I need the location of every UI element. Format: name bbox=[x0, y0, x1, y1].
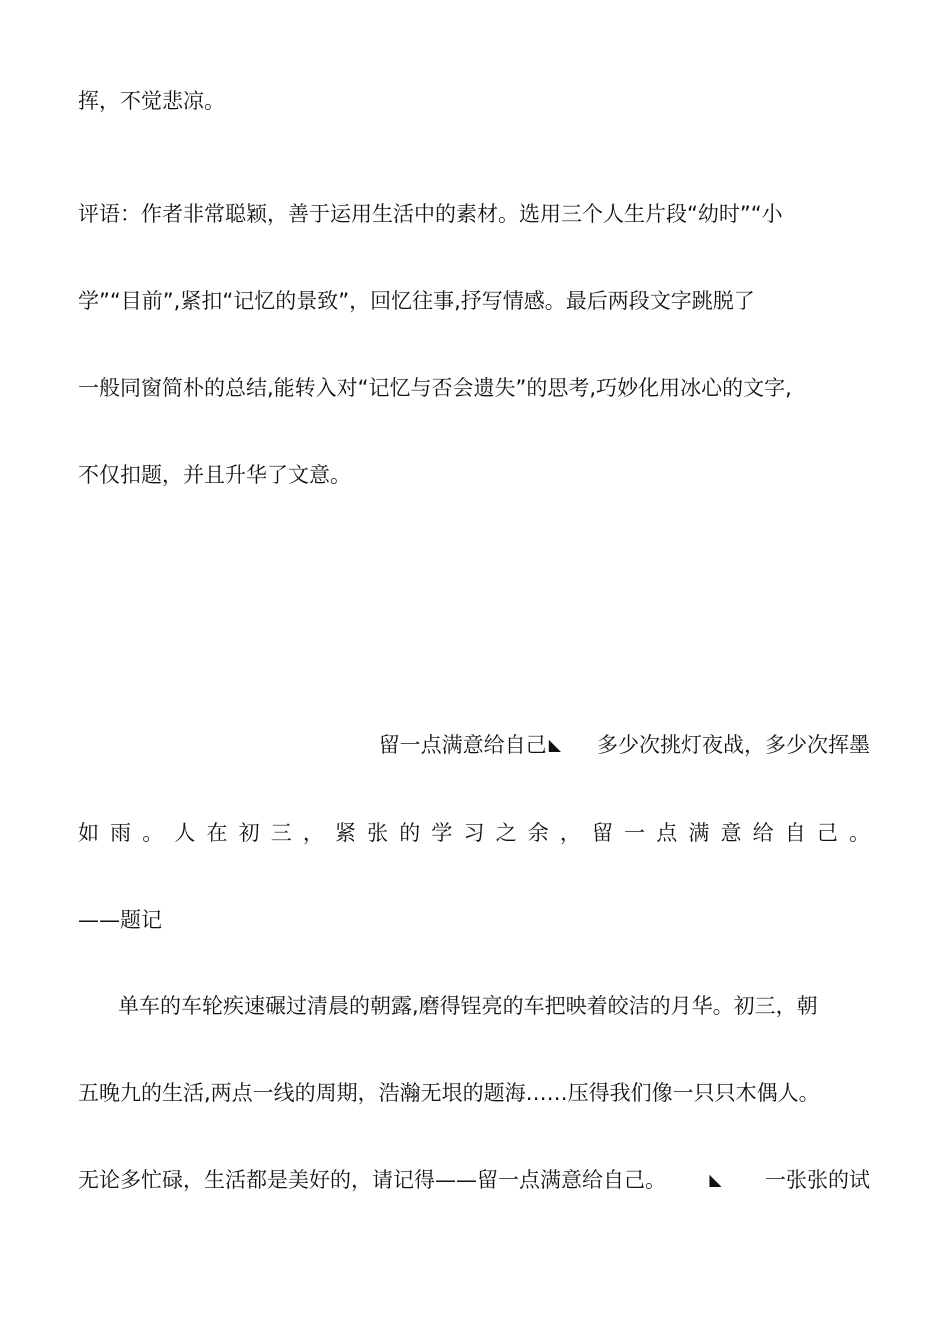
epigraph-char: 初 bbox=[238, 821, 260, 845]
epigraph-char: ， bbox=[559, 821, 581, 845]
epigraph-char: 满 bbox=[688, 821, 710, 845]
epigraph-line-2 bbox=[78, 818, 870, 848]
body-line-3-text: 无论多忙碌，生活都是美好的，请记得——留一点满意给自己。 bbox=[78, 1168, 666, 1192]
epigraph-char: 三 bbox=[270, 821, 292, 845]
epigraph-char: 在 bbox=[206, 821, 228, 845]
paragraph-marker-icon: ◣ bbox=[709, 1170, 722, 1189]
comment-line-1: 评语：作者非常聪颖，善于运用生活中的素材。选用三个人生片段“幼时”“小 bbox=[78, 202, 783, 226]
section-marker-icon: ◣ bbox=[548, 735, 561, 754]
body-line-2: 五晚九的生活,两点一线的周期，浩瀚无垠的题海……压得我们像一只只木偶人。 bbox=[78, 1081, 820, 1105]
body-line-1: 单车的车轮疾速碾过清晨的朝露,磨得锃亮的车把映着皎洁的月华。初三，朝 bbox=[118, 994, 818, 1018]
epigraph-char: 习 bbox=[463, 821, 485, 845]
epigraph-char: 余 bbox=[527, 821, 549, 845]
epigraph-char: 的 bbox=[399, 821, 421, 845]
epigraph-char: 如 bbox=[78, 821, 99, 845]
epigraph-char: 点 bbox=[656, 821, 678, 845]
epigraph-char: 张 bbox=[367, 821, 389, 845]
body-line-3 bbox=[78, 1165, 870, 1195]
epigraph-char: 留 bbox=[592, 821, 613, 845]
epigraph-source: ——题记 bbox=[78, 908, 162, 932]
epigraph-char: 学 bbox=[431, 821, 453, 845]
epigraph-char: 给 bbox=[752, 821, 774, 845]
epigraph-char: 己 bbox=[816, 821, 838, 845]
epigraph-char: 之 bbox=[495, 821, 517, 845]
essay-title: 留一点满意给自己 bbox=[378, 733, 547, 757]
comment-line-2: 学”“目前”,紧扣“记忆的景致”，回忆往事,抒写情感。最后两段文字跳脱了 bbox=[78, 289, 755, 313]
epigraph-char: 人 bbox=[174, 821, 196, 845]
previous-essay-closing-line: 挥，不觉悲凉。 bbox=[78, 89, 225, 113]
comment-line-4: 不仅扣题，并且升华了文意。 bbox=[78, 463, 351, 487]
epigraph-char: 。 bbox=[142, 821, 164, 845]
epigraph-line-1: 多少次挑灯夜战，多少次挥墨 bbox=[597, 733, 870, 757]
epigraph-char: 。 bbox=[849, 821, 870, 845]
epigraph-char: 紧 bbox=[335, 821, 356, 845]
epigraph-char: 雨 bbox=[110, 821, 132, 845]
epigraph-char: 意 bbox=[720, 821, 742, 845]
comment-line-3: 一般同窗简朴的总结,能转入对“记忆与否会遗失”的思考,巧妙化用冰心的文字, bbox=[78, 376, 792, 400]
epigraph-char: 自 bbox=[784, 821, 806, 845]
body-line-3-tail: 一张张的试 bbox=[765, 1168, 870, 1192]
epigraph-char: 一 bbox=[624, 821, 646, 845]
essay-title-row bbox=[78, 730, 870, 760]
epigraph-char: ， bbox=[302, 821, 324, 845]
